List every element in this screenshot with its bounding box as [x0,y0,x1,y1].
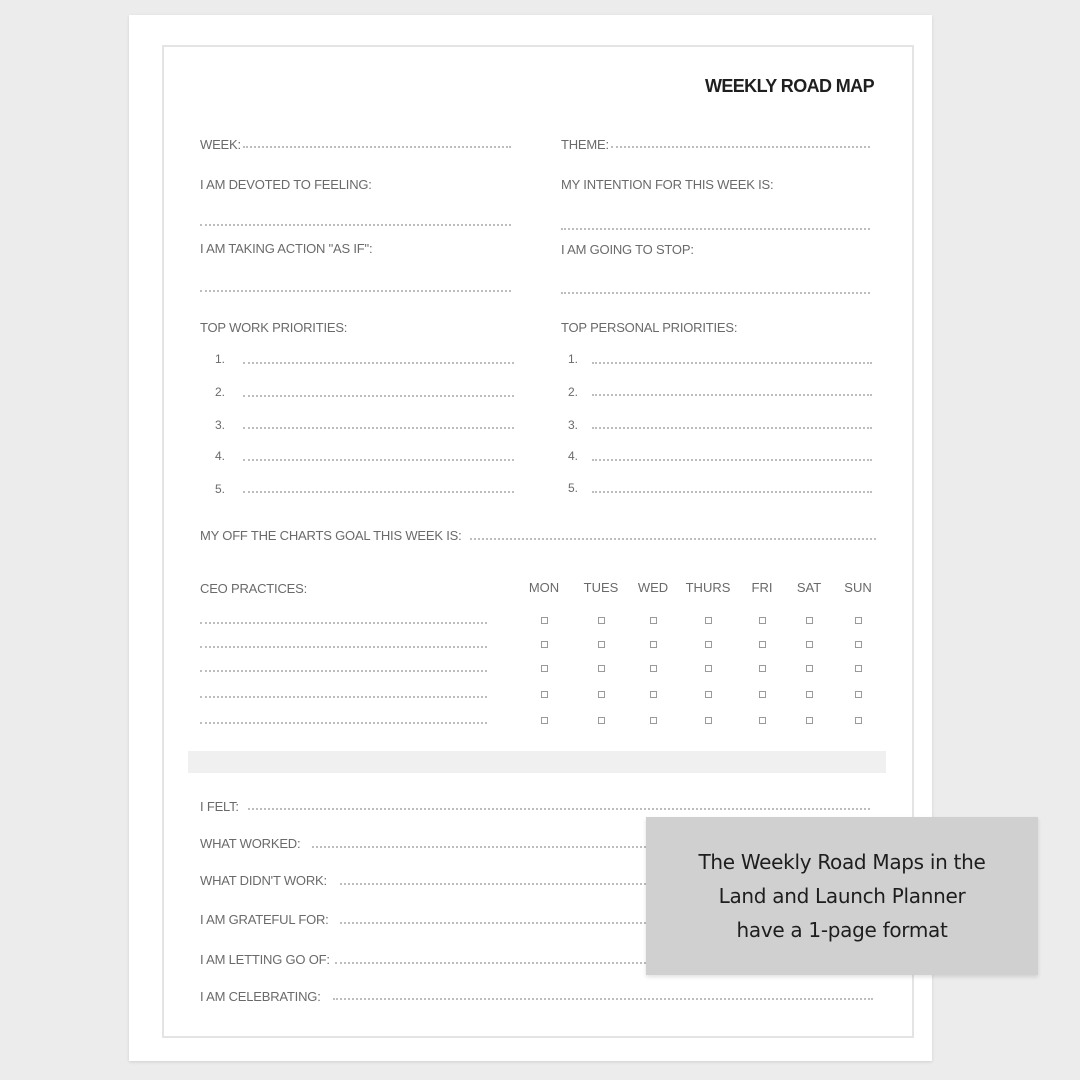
practice-checkbox-sat[interactable] [806,617,813,624]
personal-priority-line[interactable] [592,491,872,493]
work-priority-line[interactable] [243,459,514,461]
practice-checkbox-wed[interactable] [650,691,657,698]
personal-priority-number: 2. [568,385,579,399]
what-didnt-work-label: WHAT DIDN'T WORK: [200,873,327,888]
practice-checkbox-thurs[interactable] [705,717,712,724]
ceo-practice-line[interactable] [200,696,487,698]
page-title: WEEKLY ROAD MAP [704,76,874,96]
callout-line-2: Land and Launch Planner [718,884,966,908]
work-priority-number: 1. [215,352,226,366]
practice-checkbox-wed[interactable] [650,641,657,648]
practice-checkbox-tues[interactable] [598,717,605,724]
day-header-thurs: THURS [685,580,731,595]
felt-label: I FELT: [200,799,239,814]
work-priority-number: 3. [215,418,226,432]
caption-callout [646,817,1038,975]
felt-line[interactable] [248,808,870,810]
day-header-sun: SUN [844,580,872,595]
personal-priority-number: 3. [568,418,579,432]
personal-priority-number: 1. [568,352,579,366]
practice-checkbox-sat[interactable] [806,717,813,724]
ceo-practice-line[interactable] [200,646,487,648]
week-line[interactable] [243,146,511,148]
intention-line[interactable] [561,228,870,230]
off-charts-goal-line[interactable] [470,538,876,540]
personal-priority-number: 4. [568,449,579,463]
practice-checkbox-fri[interactable] [759,691,766,698]
celebrating-label: I AM CELEBRATING: [200,989,321,1004]
practice-checkbox-wed[interactable] [650,717,657,724]
intention-label: MY INTENTION FOR THIS WEEK IS: [561,177,774,192]
ceo-practice-line[interactable] [200,722,487,724]
practice-checkbox-thurs[interactable] [705,665,712,672]
practice-checkbox-sun[interactable] [855,717,862,724]
grateful-label: I AM GRATEFUL FOR: [200,912,329,927]
ceo-practice-line[interactable] [200,670,487,672]
personal-priority-line[interactable] [592,394,872,396]
work-priority-number: 5. [215,482,226,496]
grateful-line[interactable] [340,922,646,924]
theme-line[interactable] [611,146,870,148]
practice-checkbox-fri[interactable] [759,717,766,724]
ceo-practices-label: CEO PRACTICES: [200,581,307,596]
practice-checkbox-tues[interactable] [598,617,605,624]
practice-checkbox-sun[interactable] [855,641,862,648]
practice-checkbox-mon[interactable] [541,691,548,698]
devoted-line[interactable] [200,224,511,226]
work-priority-number: 4. [215,449,226,463]
off-charts-goal-label: MY OFF THE CHARTS GOAL THIS WEEK IS: [200,528,462,543]
what-didnt-work-line[interactable] [340,883,646,885]
practice-checkbox-sun[interactable] [855,617,862,624]
practice-checkbox-sat[interactable] [806,691,813,698]
work-priority-line[interactable] [243,491,514,493]
practice-checkbox-sat[interactable] [806,641,813,648]
work-priority-number: 2. [215,385,226,399]
day-header-wed: WED [637,580,669,595]
practice-checkbox-mon[interactable] [541,717,548,724]
practice-checkbox-fri[interactable] [759,665,766,672]
theme-label: THEME: [561,137,609,152]
work-priority-line[interactable] [243,427,514,429]
callout-line-1: The Weekly Road Maps in the [698,850,986,874]
going-to-stop-label: I AM GOING TO STOP: [561,242,694,257]
what-worked-line[interactable] [312,846,646,848]
practice-checkbox-thurs[interactable] [705,617,712,624]
personal-priority-number: 5. [568,481,579,495]
personal-priority-line[interactable] [592,362,872,364]
personal-priority-line[interactable] [592,427,872,429]
practice-checkbox-wed[interactable] [650,617,657,624]
day-header-sat: SAT [796,580,822,595]
personal-priorities-label: TOP PERSONAL PRIORITIES: [561,320,738,335]
practice-checkbox-thurs[interactable] [705,691,712,698]
practice-checkbox-fri[interactable] [759,617,766,624]
practice-checkbox-tues[interactable] [598,691,605,698]
practice-checkbox-fri[interactable] [759,641,766,648]
practice-checkbox-wed[interactable] [650,665,657,672]
letting-go-label: I AM LETTING GO OF: [200,952,330,967]
section-divider [188,751,886,773]
work-priorities-label: TOP WORK PRIORITIES: [200,320,348,335]
day-header-mon: MON [528,580,560,595]
week-label: WEEK: [200,137,241,152]
day-header-fri: FRI [751,580,773,595]
practice-checkbox-mon[interactable] [541,617,548,624]
day-header-tues: TUES [583,580,619,595]
practice-checkbox-sat[interactable] [806,665,813,672]
callout-line-3: have a 1-page format [736,918,948,942]
practice-checkbox-sun[interactable] [855,665,862,672]
taking-action-label: I AM TAKING ACTION "AS IF": [200,241,373,256]
practice-checkbox-thurs[interactable] [705,641,712,648]
work-priority-line[interactable] [243,395,514,397]
devoted-label: I AM DEVOTED TO FEELING: [200,177,372,192]
practice-checkbox-sun[interactable] [855,691,862,698]
practice-checkbox-mon[interactable] [541,665,548,672]
practice-checkbox-tues[interactable] [598,641,605,648]
celebrating-line[interactable] [333,998,873,1000]
taking-action-line[interactable] [200,290,511,292]
practice-checkbox-mon[interactable] [541,641,548,648]
work-priority-line[interactable] [243,362,514,364]
going-to-stop-line[interactable] [561,292,870,294]
what-worked-label: WHAT WORKED: [200,836,301,851]
personal-priority-line[interactable] [592,459,872,461]
letting-go-line[interactable] [335,962,646,964]
ceo-practice-line[interactable] [200,622,487,624]
practice-checkbox-tues[interactable] [598,665,605,672]
